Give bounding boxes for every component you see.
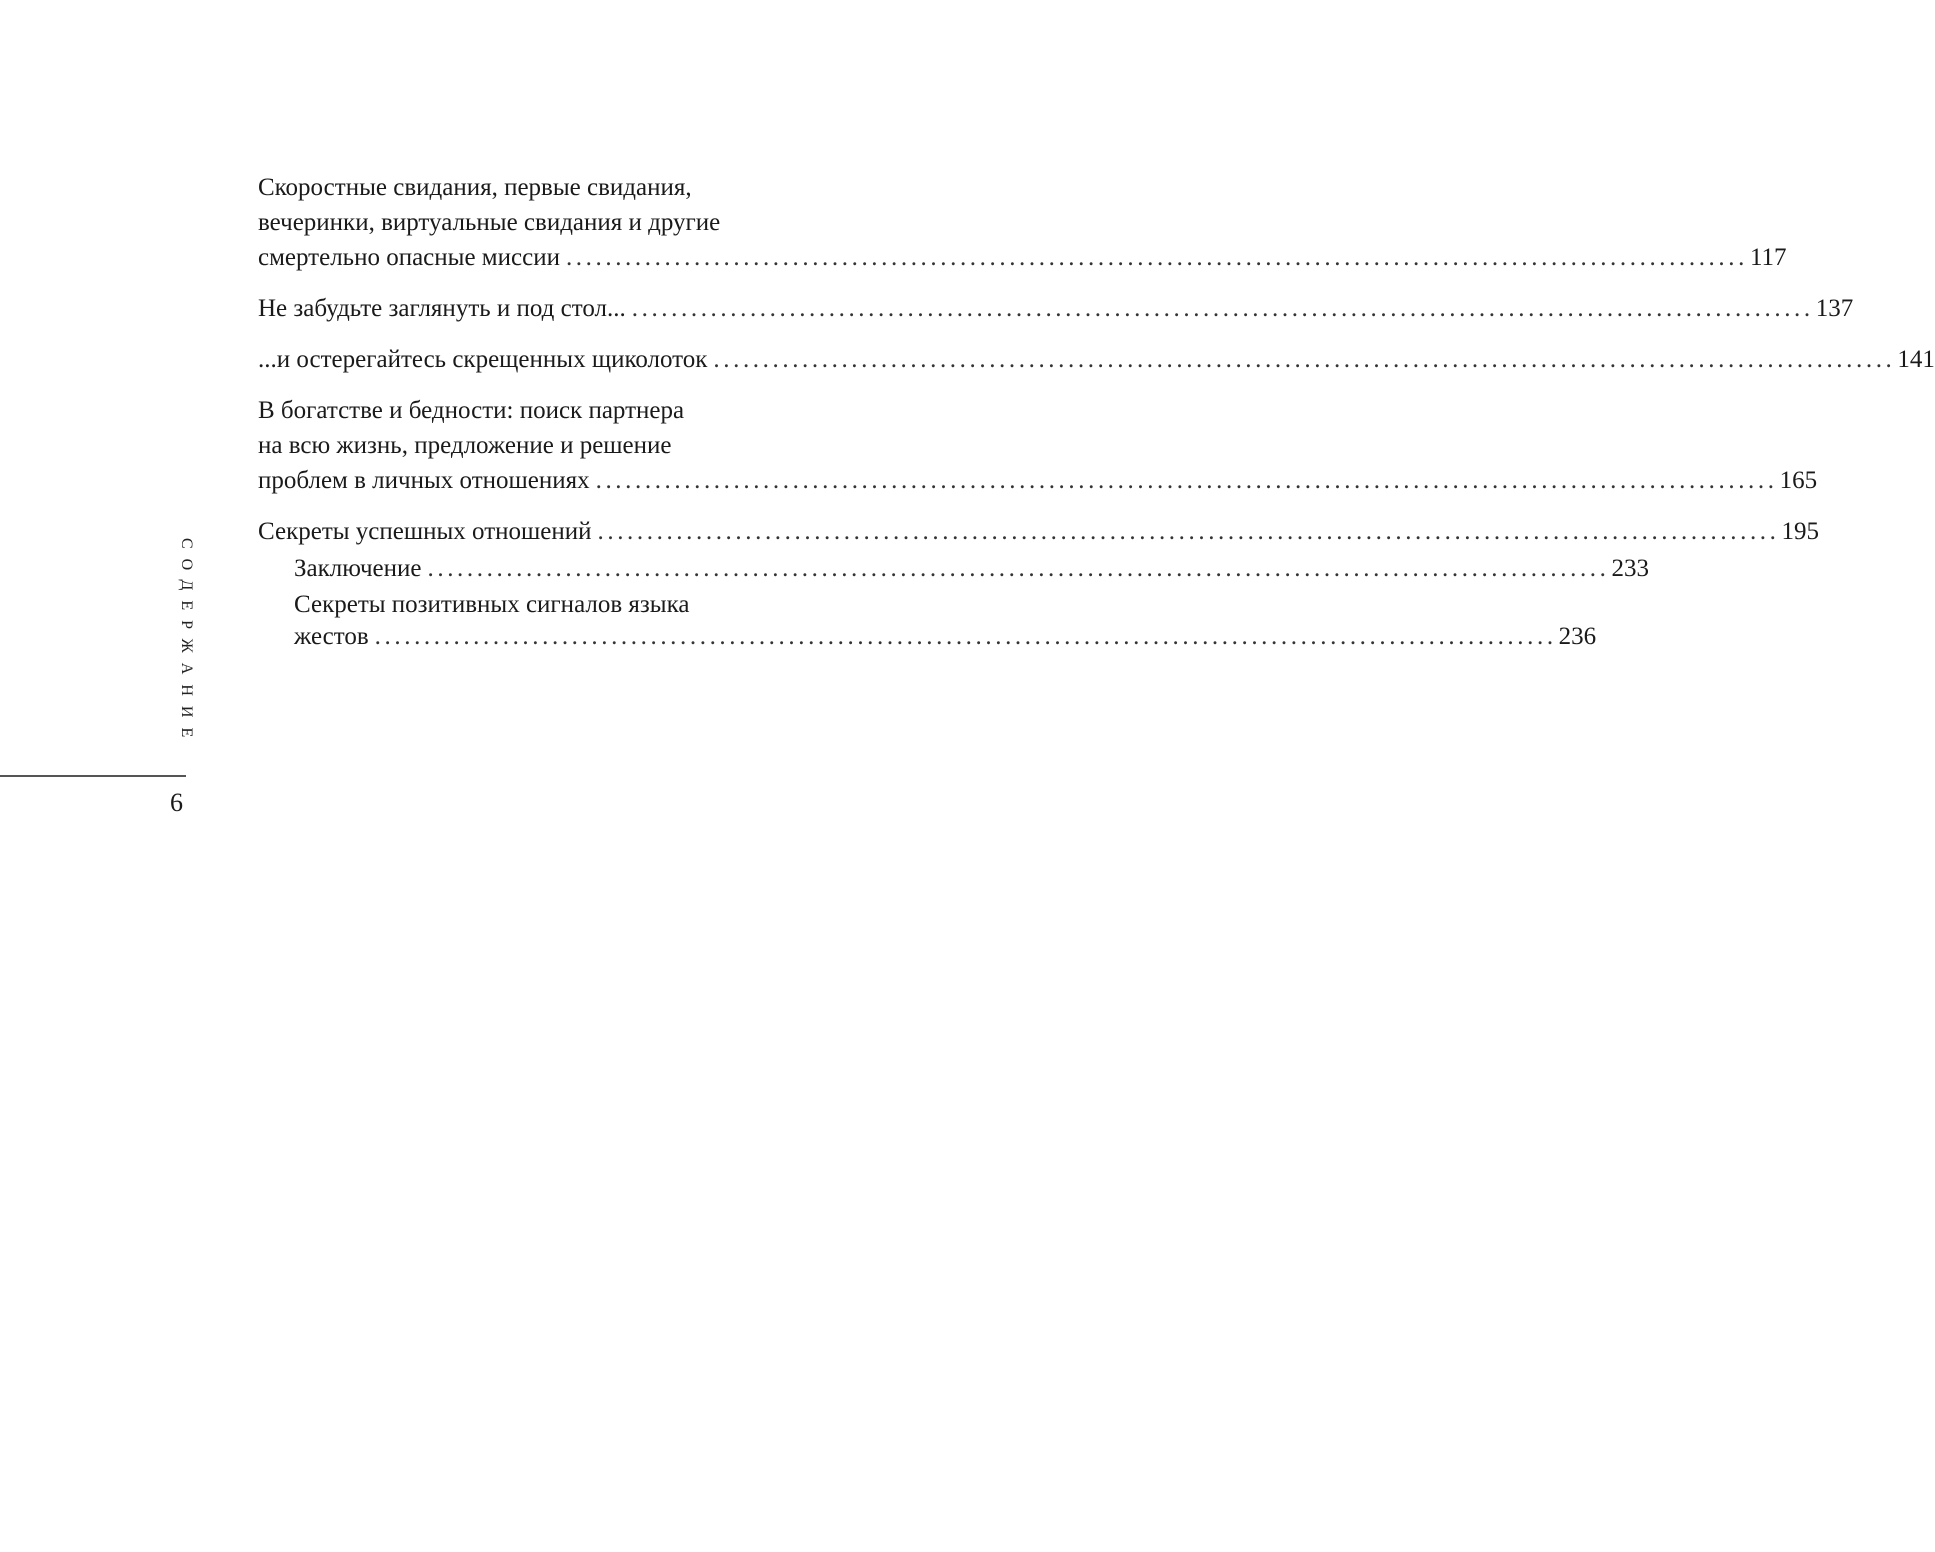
toc-entry-title: Секреты успешных отношений [258,518,592,545]
toc-entry-line: Секреты позитивных сигналов языка [294,591,690,618]
toc-page-number: 141 [1897,346,1935,373]
dot-leader: ........................................................................................................................ [597,518,1780,545]
toc-entry [258,170,1787,275]
toc-entry [258,342,1935,377]
toc-entry-line: Скоростные свидания, первые свидания, [258,174,692,201]
running-head: СОДЕРЖАНИЕ [178,538,195,748]
page-number: 6 [170,788,183,817]
toc-sub-entry [294,553,1649,585]
toc-entry [258,514,1819,549]
dot-leader: ........................................................................................................................ [565,244,1748,271]
toc-entry-title: ...и остерегайтесь скрещенных щиколоток [258,346,708,373]
toc-entry-last-line [294,621,1597,653]
toc-entry-title: проблем в личных отношениях [258,467,590,494]
dot-leader: ........................................................................................................................ [427,555,1610,582]
dot-leader: ........................................................................................................................ [374,623,1557,650]
toc-page-number: 137 [1815,295,1854,322]
toc-entry-title: смертельно опасные миссии [258,244,560,271]
toc-entry [258,291,1854,326]
toc-entry-title: Заключение [294,555,422,582]
table-of-contents [258,170,1935,653]
toc-page-number: 195 [1781,518,1819,545]
toc-entry-last-line [258,291,1854,326]
toc-entry-last-line [294,553,1649,585]
toc-entry-last-line [258,240,1787,275]
toc-entry-line: вечеринки, виртуальные свидания и другие [258,209,721,236]
toc-page-number: 236 [1558,623,1597,650]
toc-entry-last-line [258,463,1818,498]
toc-entry-title: жестов [294,623,369,650]
toc-page-number: 233 [1611,555,1649,582]
toc-page-number: 165 [1779,467,1818,494]
toc-entry-title: Не забудьте заглянуть и под стол... [258,295,626,322]
toc-entry-last-line [258,342,1935,377]
dot-leader: ........................................................................................................................ [631,295,1814,322]
dot-leader: ........................................................................................................................ [595,467,1778,494]
toc-entry-last-line [258,514,1819,549]
dot-leader: ........................................................................................................................ [713,346,1896,373]
toc-entry-line: на всю жизнь, предложение и решение [258,432,672,459]
toc-entry-line: В богатстве и бедности: поиск партнера [258,397,685,424]
toc-page-number: 117 [1749,244,1787,271]
margin-rule [0,775,186,777]
toc-sub-entry [294,589,1597,653]
toc-entry [258,393,1818,498]
